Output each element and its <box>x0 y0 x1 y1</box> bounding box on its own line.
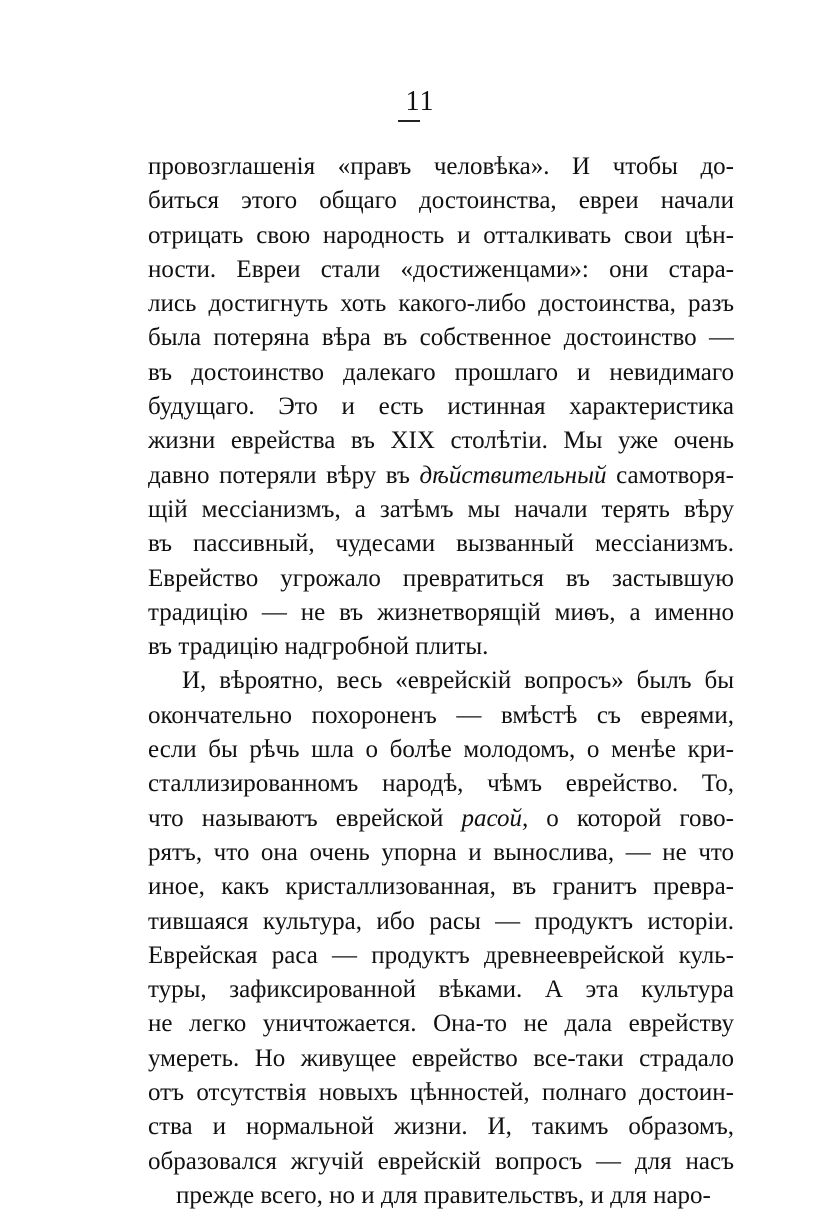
text-line <box>148 1179 734 1213</box>
text-run: И, вѣроятно, весь «еврейскій вопросъ» былъ бы <box>182 667 734 695</box>
text-run: жизни еврейства въ XIX столѣтіи. Мы уже очень <box>148 427 734 455</box>
text-run: ства и нормальной жизни. И, такимъ образомъ, <box>148 1113 734 1141</box>
text-run: туры, зафиксированной вѣками. А эта культура <box>148 976 734 1004</box>
italic-emphasis: расой, <box>461 804 529 832</box>
text-line <box>148 905 734 939</box>
text-run: была потеряна вѣра въ собственное достоинство — <box>148 324 734 352</box>
text-line <box>148 459 734 493</box>
text-run: самотворя- <box>606 461 734 489</box>
page-number-rule <box>398 120 420 122</box>
text-run: если бы рѣчь шла о болѣе молодомъ, о менѣе кри- <box>148 736 734 764</box>
text-line <box>148 596 734 630</box>
text-line <box>148 1110 734 1144</box>
text-run: сталлизированномъ народѣ, чѣмъ еврейство. То, <box>148 770 734 798</box>
text-line <box>148 699 734 733</box>
text-line <box>148 1007 734 1041</box>
text-run: Еврейская раса — продуктъ древнееврейской куль- <box>148 941 734 969</box>
text-line <box>148 253 734 287</box>
text-line <box>148 219 734 253</box>
text-run: умереть. Но живущее еврейство все-таки страдало <box>148 1044 734 1072</box>
body-text <box>148 150 734 1213</box>
text-line <box>148 664 734 698</box>
text-run: традицію — не въ жизнетворящій миѳъ, а именно <box>148 598 734 626</box>
text-run: въ традицію надгробной плиты. <box>148 633 489 661</box>
text-run: давно потеряли вѣру въ <box>148 461 420 489</box>
text-line <box>148 767 734 801</box>
text-run: лись достигнуть хоть какого-либо достоинства, разъ <box>148 290 734 318</box>
text-run: прежде всего, но и для правительствъ, и для наро- <box>176 1181 711 1209</box>
text-line <box>148 184 734 218</box>
text-run: въ пассивный, чудесами вызванный мессіанизмъ. <box>148 530 734 558</box>
text-line <box>148 802 734 836</box>
text-line <box>148 527 734 561</box>
text-run: щій мессіанизмъ, а затѣмъ мы начали терять вѣру <box>148 495 734 523</box>
text-line <box>148 836 734 870</box>
text-run: иное, какъ кристаллизованная, въ гранитъ превра- <box>148 873 734 901</box>
text-run: отъ отсутствія новыхъ цѣнностей, полнаго достоин- <box>148 1079 734 1107</box>
text-line <box>148 1042 734 1076</box>
text-line <box>148 973 734 1007</box>
text-run: образовался жгучій еврейскій вопросъ — для насъ <box>148 1147 734 1175</box>
text-run: тившаяся культура, ибо расы — продуктъ исторіи. <box>148 907 734 935</box>
text-line <box>148 1076 734 1110</box>
italic-emphasis: дѣйствительный <box>419 461 607 489</box>
text-line <box>148 1145 734 1179</box>
text-run: рятъ, что она очень упорна и вынослива, — не что <box>148 838 734 866</box>
text-line <box>148 630 734 664</box>
text-run: въ достоинство далекаго прошлаго и невидимаго <box>148 358 734 386</box>
page-number: 11 <box>405 86 435 117</box>
text-line <box>148 287 734 321</box>
text-run: что называютъ еврейской <box>148 804 462 832</box>
text-run: окончательно похороненъ — вмѣстѣ съ евреями, <box>148 701 734 729</box>
text-run: ности. Евреи стали «достиженцами»: они стара- <box>148 255 734 283</box>
text-run: будущаго. Это и есть истинная характеристика <box>148 393 734 421</box>
text-run: не легко уничтожается. Она-то не дала еврейству <box>148 1010 734 1038</box>
text-line <box>148 493 734 527</box>
text-run: отрицать свою народность и отталкивать свои цѣн- <box>148 221 734 249</box>
text-run: о которой гово- <box>528 804 734 832</box>
text-run: биться этого общаго достоинства, евреи начали <box>148 187 734 215</box>
text-line <box>148 939 734 973</box>
text-run: провозглашенія «правъ человѣка». И чтобы до- <box>148 153 734 180</box>
text-line <box>148 321 734 355</box>
text-line <box>148 562 734 596</box>
text-line <box>148 356 734 390</box>
text-line <box>148 733 734 767</box>
text-line <box>148 150 734 184</box>
text-run: Еврейство угрожало превратиться въ застывшую <box>148 564 734 592</box>
text-line <box>148 390 734 424</box>
text-line <box>148 870 734 904</box>
text-line <box>148 424 734 458</box>
